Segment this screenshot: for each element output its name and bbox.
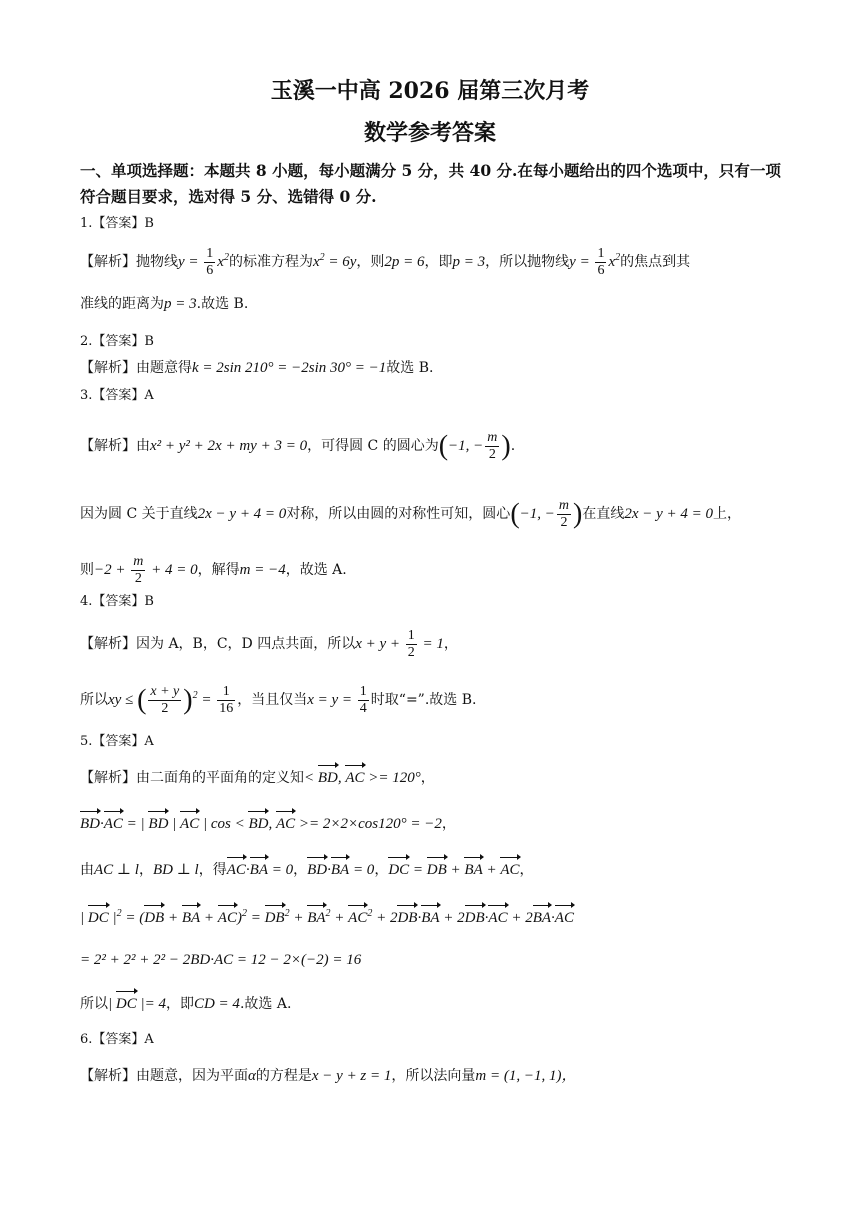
q5-analysis-line3: 由AC ⊥ l，BD ⊥ l，得AC·BA = 0，BD·BA = 0，DC = DB + BA + AC， <box>80 862 534 878</box>
q3-analysis-line1: 【解析】由x² + y² + 2x + my + 3 = 0，可得圆 C 的圆心为(−1, − $\frac{m}{2}$ ). <box>80 430 516 462</box>
q1-analysis-line2: 准线的距离为p = 3.故选 B. <box>80 296 249 312</box>
q1-analysis-line1: 【解析】抛物线y = $\frac{1}{6}$ $x^2$的标准方程为$x^2 = 6y$，则2p = 6，即p = 3，所以抛物线y = $\frac{1}{6}$ $x^2$的焦点到其 <box>80 246 691 278</box>
q6-analysis-line1: 【解析】由题意，因为平面α的方程是x − y + z = 1，所以法向量m = (1, −1, 1)， <box>80 1068 577 1084</box>
q5-analysis-line5: = 2² + 2² + 2² − 2BD·AC = 12 − 2×(−2) = 16 <box>80 952 362 968</box>
q5-analysis-line2: BD·AC = | BD | AC | cos < BD, AC >= 2×2×cos120° = −2， <box>80 816 456 832</box>
q5-analysis-line6: 所以| DC |= 4，即CD = 4.故选 A. <box>80 996 292 1012</box>
section-heading: 一、单项选择题：本题共 8 小题，每小题满分 5 分，共 40 分.在每小题给出的四个选项中，只有一项符合题目要求，选对得 5 分、选错得 0 分. <box>80 161 781 206</box>
q3-answer: 3.【答案】A <box>80 388 154 403</box>
q1-answer: 1.【答案】B <box>80 216 154 231</box>
q3-analysis-line2: 因为圆 C 关于直线2x − y + 4 = 0对称，所以由圆的对称性可知，圆心(−1, − $\frac{m}{2}$ )在直线2x − y + 4 = 0上， <box>80 498 742 530</box>
q6-answer: 6.【答案】A <box>80 1032 154 1047</box>
q5-analysis-line4: | DC $|^2 = (DB$ + BA + $AC)^2 = DB^2 + BA^2 + AC^2 + 2DB\cdot BA + 2DB\cdot AC + 2BA\cdot AC$ <box>80 908 574 926</box>
q5-answer: 5.【答案】A <box>80 734 154 749</box>
page-subtitle: 数学参考答案 <box>363 120 496 146</box>
q4-analysis-line2: 所以xy ≤ ( $\frac{x + y}{2}$ )$^2$ = $\frac{1}{16}$ ，当且仅当x = y = $\frac{1}{4}$ 时取“=”.故选 B. <box>80 684 477 716</box>
q3-analysis-line3: 则−2 + $\frac{m}{2}$ + 4 = 0，解得m = −4，故选 A. <box>80 554 347 586</box>
q4-answer: 4.【答案】B <box>80 594 154 609</box>
q2-analysis: 【解析】由题意得k = 2sin 210° = −2sin 30° = −1故选 B. <box>80 360 434 376</box>
q5-analysis-line1: 【解析】由二面角的平面角的定义知< BD, AC >= 120°， <box>80 770 435 786</box>
q2-answer: 2.【答案】B <box>80 334 154 349</box>
page-title: 玉溪一中高 2026 届第三次月考 <box>270 78 590 104</box>
q4-analysis-line1: 【解析】因为 A，B，C，D 四点共面，所以x + y + $\frac{1}{2}$ = 1， <box>80 628 458 660</box>
